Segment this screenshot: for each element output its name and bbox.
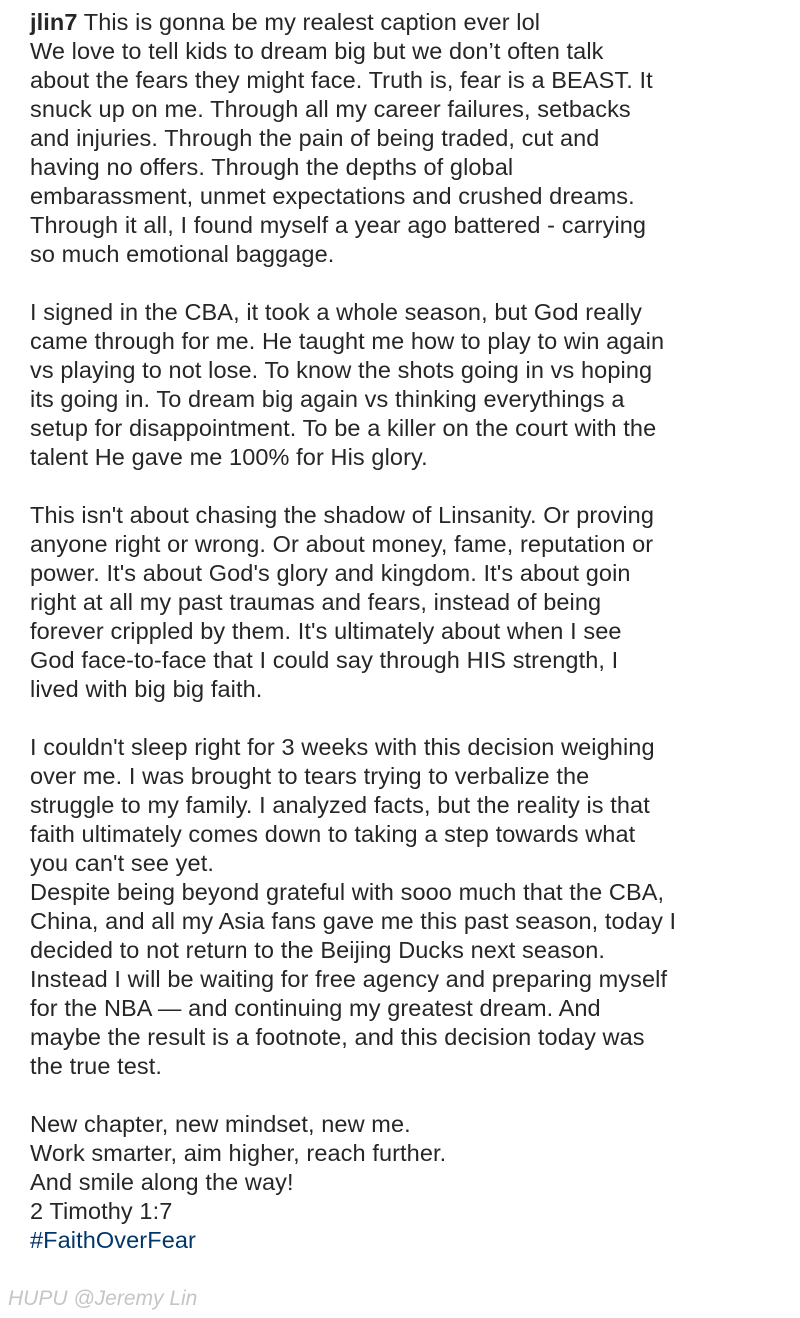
caption-paragraph: This isn't about chasing the shadow of Linsanity. Or proving anyone right or wrong. Or about money, fame, reputation or power. It's about God's glory and kingdom. It's about goin right at all my past traumas and fears, instead of being forever crippled by them. It's ultimately about when I see God face-to-face that I could say through HIS strength, I lived with big big faith. (30, 502, 654, 702)
paragraph-gap (30, 472, 780, 501)
paragraph-gap (30, 1081, 780, 1110)
caption-paragraph: Despite being beyond grateful with sooo much that the CBA, China, and all my Asia fans gave me this past season, today I decided to not return to the Beijing Ducks next season. Instead I will be waiting for free agency and preparing myself for the NBA — and continuing my greatest dream. And maybe the result is a footnote, and this decision today was the true test. (30, 879, 677, 1079)
paragraph-gap (30, 704, 780, 733)
caption-first-line: This is gonna be my realest caption ever lol (83, 9, 541, 35)
caption-paragraph: I signed in the CBA, it took a whole season, but God really came through for me. He taught me how to play to win again vs playing to not lose. To know the shots going in vs hoping its going in. To dream big again vs thinking everythings a setup for disappointment. To be a killer on the court with the talent He gave me 100% for His glory. (30, 299, 665, 470)
caption-paragraph: We love to tell kids to dream big but we don’t often talk about the fears they might face. Truth is, fear is a BEAST. It snuck up on me. Through all my career failures, setbacks and injuries. Through the pain of being traded, cut and having no offers. Through the depths of global embarassment, unmet expectations and crushed dreams. Through it all, I found myself a year ago battered - carrying so much emotional baggage. (30, 38, 653, 267)
post-caption (30, 8, 780, 1255)
caption-hashtag-line (30, 1226, 780, 1255)
hashtag-link[interactable]: #FaithOverFear (30, 1227, 196, 1253)
paragraph-gap (30, 269, 780, 298)
caption-header (30, 8, 780, 37)
username-link[interactable]: jlin7 (30, 9, 78, 35)
caption-paragraph: I couldn't sleep right for 3 weeks with this decision weighing over me. I was brought to tears trying to verbalize the struggle to my family. I analyzed facts, but the reality is that faith ultimately comes down to taking a step towards what you can't see yet. (30, 734, 655, 876)
watermark: HUPU @Jeremy Lin (8, 1287, 198, 1310)
caption-paragraph: New chapter, new mindset, new me. Work smarter, aim higher, reach further. And smile along the way! 2 Timothy 1:7 (30, 1111, 447, 1224)
